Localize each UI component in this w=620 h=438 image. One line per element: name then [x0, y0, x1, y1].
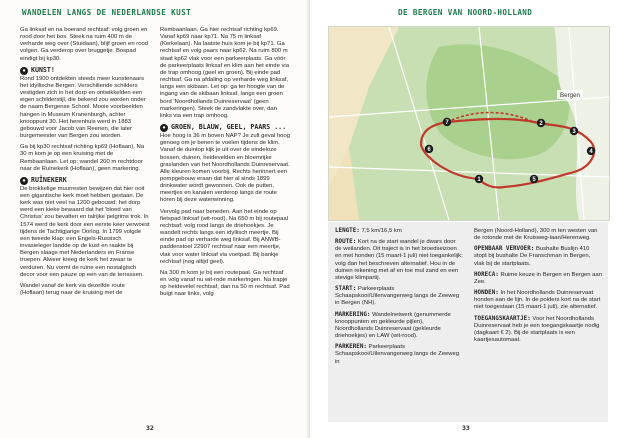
paragraph-groen: Hoe hoog is 36 m boven NAP? Je zult geval hoog genoeg om je benen te voelen tijdens de klim. Vanaf de duintop kijk je uit over de eindeloze bossen, duinen, heidevelden en bloemrijke graslanden van het Noordhollands Duinreservaat. Alle kleuren komen voorbij. Rechts herinnert een pompgebouw eraan dat hier al sinds 1899 drinkwater wordt gewonnen. Ook de putten, meertjes en kanalen verderop langs de route horen bij deze waterwinning.: [160, 133, 291, 204]
bullet-icon: ●: [160, 124, 168, 132]
route-point-2: [537, 119, 545, 127]
section-heading-groen: ● GROEN, BLAUW, GEEL, PAARS ...: [160, 124, 290, 132]
info-horeca: HORECA: Ruime keuze in Bergen en Bergen aan Zee.: [474, 271, 602, 285]
left-column-1: [20, 27, 150, 301]
route-map: [328, 26, 610, 221]
running-head-left: WANDELEN LANGS DE NEDERLANDSE KUST: [22, 8, 192, 17]
paragraph-kunst: Rond 1900 ontdekten steeds meer kunstenaars het idyllische Bergen. Verschillende schilders vestigden zich in het dorp en ontwikkelden een eigen schilderstijl, die bekend zou worden onder de naam Bergense School. Mooie voorbeelden hangen in Museum Kranenburgh, achter knooppunt 30. Het herenhuis werd in 1883 gebouwd voor Jacob van Reenen, die later burgemeester van Bergen zou worden.: [20, 75, 146, 140]
svg-text:6: 6: [427, 147, 431, 154]
left-column-2: [160, 27, 290, 302]
route-point-6: [425, 145, 433, 153]
paragraph-route-2: Vervolg pad naar beneden. Aan het einde op fietspad linksaf (wit-rood). Na 650 m bij routepaal rechtsaf: volg rood langs de driehoekjes. Je wandelt rechts langs een idyllisch meertje. Bij einde pad op verharde weg linksaf. Bij ANWB-paddenstoel 22907 rechtsaf naar een meertje, vlak voor water linksaf via voetpad. Bij bankje rechtsaf (nog altijd geel).: [160, 208, 289, 265]
svg-text:1: 1: [477, 177, 481, 184]
page-number-right: 33: [462, 424, 470, 432]
svg-text:2: 2: [539, 121, 543, 128]
info-honden: HONDEN: In het Noordhollands Duinreservaat honden aan de lijn. In de polders kort na de start niet toegestaan (15 maart-1 juli), zie alternatief.: [474, 290, 601, 311]
bullet-icon: ●: [20, 67, 28, 75]
info-toegangskaartje: TOEGANGSKAARTJE: Voor het Noordhollands Duinreservaat heb je een toegangskaartje nodig (dagkaart € 2). Bij de startplaats is een kaartjesautomaat.: [474, 315, 600, 344]
paragraph-kp30: Ga bij kp30 rechtsaf richting kp69 (Hoflaan). Na 30 m kom je op een kruising met de Rembaanlaan. Let op: wandel 200 m rechtdoor naar de Ruïnekerk (Hoflaan), geen markering.: [20, 144, 145, 172]
route-point-7: [443, 118, 451, 126]
bullet-icon: ●: [20, 177, 28, 185]
info-lengte: LENGTE: 7,5 km/16,5 km: [335, 228, 402, 234]
svg-text:4: 4: [589, 149, 593, 156]
paragraph-route-3: Na 300 m kom je bij een routepaal. Ga rechtsaf en volg vanaf nu wit-rode markeringen. Na trapje op heidevelel rechtsaf, dan na 50 m rechtsaf. Pad buigt naar links, volg: [160, 269, 290, 298]
route-point-5: [530, 175, 538, 183]
right-page: [310, 0, 620, 438]
info-column-right: [474, 228, 602, 348]
svg-text:7: 7: [445, 120, 449, 127]
info-column-left: [335, 228, 463, 370]
info-parkeren: PARKEREN: Parkeerplaats Schaapskooi/Uilenvangerweg langs de Zeeweg in: [335, 344, 460, 365]
info-markering: MARKERING: Wandelnetwerk (genummerde knooppunten en gekleurde pijlen), Noordhollands Duinreservaat (gekleurde driehoekjes) en LAW (wit-rood).: [335, 311, 451, 340]
info-openbaar-vervoer: OPENBAAR VERVOER: Bushalte Buslijn 410 stopt bij bushalte De Franschman in Bergen, vlak bij de startplaats.: [474, 246, 591, 267]
route-point-1: [475, 175, 483, 183]
info-start: START: Parkeerplaats Schaapskooi/Uilenvangerweg langs de Zeeweg in Bergen (NH).: [335, 286, 460, 307]
running-head-right: DE BERGEN VAN NOORD-HOLLAND: [398, 8, 533, 17]
svg-text:5: 5: [532, 177, 536, 184]
paragraph-route-1: Rembaanlaan. Ga hier rechtsaf richting kp69. Vanaf kp69 naar kp71. Na 75 m linksaf (Kerkelaan). Na laatste huis kom je bij kp71. Ga rechtsaf en volg paars naar kp62. Na ruim 800 m staat kp62 vlak voor een parkeerplaats. Ga vóór de parkeerplaats linksaf en klim aan het einde via de trap omhoog (geel en groen). Bij einde pad rechtsaf. Ga na afdaling op verharde weg linksaf, langs een skibaan. Let op: ga ter hoogte van de ingang van de skibaan linksaf, langs een groen bord 'Noordhollands Duinreservaat' (geen markeringen). Steek de zandvlakte over, dan links via een trap omhoog.: [160, 27, 290, 119]
route-point-4: [587, 147, 595, 155]
paragraph-ruinekerk: De brokkelige muurresten bewijzen dat hier ooit een gigantische kerk moet hebben gestaan. De kerk was niet veel na 1200 gebouwd; het dorp werd een kieke bewaard dat het 'bloed van Christus' zou bevatten en talrijke pelgrims trok. In 1574 werd de kerk door een eerste keer verwoest tijdens de Tachtigjarige Oorlog. In 1799 volgde een tweede klap: een Engels-Russisch invasieleger landde op de kust en raakte bij Bergen slaags met Nederlanders en Franse troepen. Alweer kreeg de kerk het zwaar te verduren. Nu vormt de ruïne een nostalgisch decor voor een pauze op een van de terrassen.: [20, 185, 150, 278]
map-label-town: Bergen: [560, 92, 580, 99]
info-parkeren-continued: Bergen (Noord-Holland), 300 m ten westen van de rotonde met de Kruisweg-laan/Herenweg.: [474, 228, 598, 242]
map-illustration: [329, 27, 609, 220]
route-point-3: [570, 127, 578, 135]
svg-text:3: 3: [572, 129, 576, 136]
paragraph-intro: Ga linksaf en na boerand rechtsaf: volg groen en rood door het bos. Steek na ruim 400 m de verharde weg over (Stuidaan), blijf groen en rood volgen. Ga verderop over bruggetje. Bospad eindigt bij kp30.: [20, 27, 149, 62]
page-number-left: 32: [146, 424, 154, 432]
info-box: [328, 222, 608, 422]
section-heading-kunst: ● KUNST!: [20, 67, 150, 75]
section-heading-ruinekerk: ● RUÏNEKERK: [20, 177, 150, 185]
paragraph-end: Wandel vanaf de kerk via dezelfde route (Hoflaan) terug naar de kruising met de: [20, 282, 125, 296]
info-route: ROUTE: Kort na de start wandel je dwars door de weilanden. Dit traject is in het broedseizoen en met honden (15 maart-1 juli) niet toegankelijk; volg dan het beschreven alternatief. Hou in de duinen rekening met af en toe mul zand en een stevige klimpartij.: [335, 239, 463, 281]
